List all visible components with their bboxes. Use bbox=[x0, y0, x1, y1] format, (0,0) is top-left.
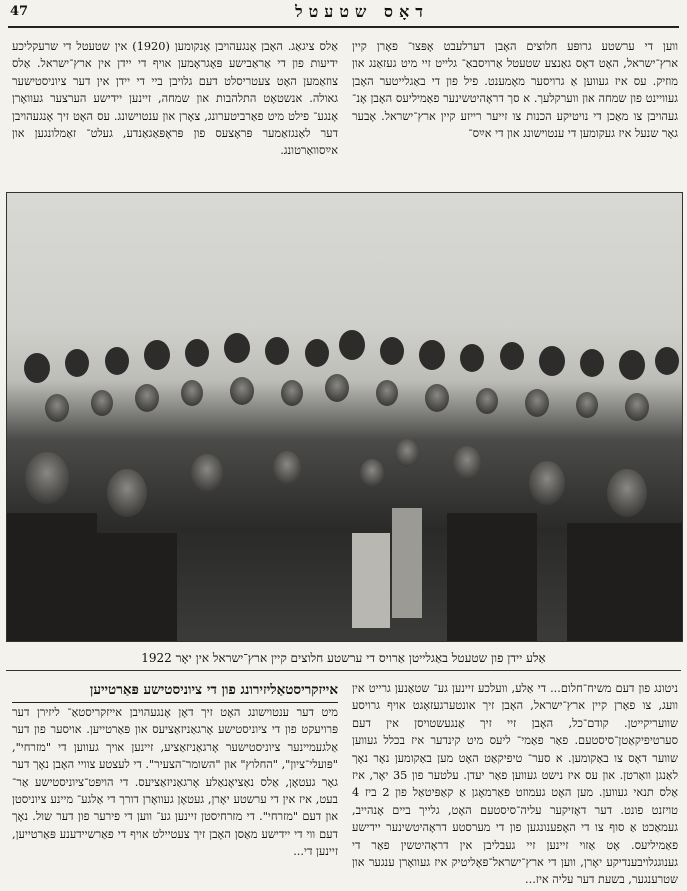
paragraph: אַלס ציגאַג. האָבן אָנגעהויבן אָנקומען (1920) אין שטעטל די שרעקליכע ידיעות פון די אַראַבישע פּאָגראָמען אויף די יידן אין ארץ־ישראל. אַלס צוזאַמען האָט צעטריסלט דעם גלויבן ביי די יידן אין דער ציוניסטישער גאולה. אנשטאָט התלהבות און שמחה, זיינען יידישע הערצער געוואָרן אָנגע־ פילט מיט פאַרביטערונג, צאָרן און ענטוישונג. עס האָט זיך אָנגעהויבן דער לאַנגזאַמער פּראָצעס פון פּראָפּאַגאַנדע, געלט־ זאַמלונגען און אײַסוואַרטונג. bbox=[12, 40, 338, 158]
photo-illustration bbox=[7, 193, 682, 641]
photo-caption: אַלע יידן פון שטעטל באַגלייטן אַרויס די ערשטע חלוצים קיין ארץ־ישראל אין יאָר 1922 bbox=[6, 648, 681, 671]
text-column-top-left bbox=[12, 38, 338, 186]
paragraph: ניטונג פון דעם משיח־חלום... די אַלע, וועלכע זיינען גע־ שטאַנען גרייט אין וועג, צו פאָרן קיין ארץ־ישראל, האָבן זיך אונטערגעזאָגט אויף גרויסע שוועריקייטן. קודם־כל, האָבן זיי זיך אַנגעשטויסן אין דעם סערטיפיקאַטן־סיסטעם. פאַר פאַמי־ ליעס מיט קינדער איז בכלל געווען שווער דאָס צו באַקומען. א סער־ טיפיקאַט האָט מען באַקומען נאָר נאָך לאַנגן וואַרטן. און עס איז נישט געווען פאַר יעדן. עלטער פון 35 יאָר, איז אַלס תנאי געווען. מען האָט געמוזט פאַרמאָגן אַ קאַפּיטאַל פון 2 ביז 4 טויזנט פונט. דער דאָזיקער עליה־סיסטעם האָט, גלייך ביים אָנהייב, געמאַכט אַ סוף צו די האָפענונגען פון די מערסטע דראָהיטשינער יידישע פאַמיליעס. אָט אַזוי זיינען זיי געבליבן אין דראָהיטשין פאַר די גענוגגלויבענדיקע יאָרן, ווען די ארץ־ישראל־פּאָליטיק איז געוואָרן ענגער און שטרענגער, בשעת דער עליה איז... bbox=[352, 682, 678, 887]
page-number: 47 bbox=[10, 4, 29, 19]
group-photograph bbox=[6, 192, 683, 642]
paragraph: ווען די ערשטע גרופּע חלוצים האָבן דערלעבט אָפּצו־ פאָרן קיין ארץ־ישראל, האָט דאָס גאַנצע שטעטל אַרויסבאַ־ גלייט זיי מיט געזאַנג און מוזיק. עס איז געווען אַ גרויסער מאָמענט. פיל פון די באַגלייטער האָבן געוויינט פון שמחה און ווערקלעך. א סך דראָהיטשינער פאַמיליעס האָבן אָנ־ געהויבן צו מאַכן די נויטיקע הכנות צו זייער רייזע קיין ארץ־ישראל. אָבער גאָר שנעל איז געקומען די ענטוישונג און די אײַס־ bbox=[352, 40, 678, 141]
running-header bbox=[8, 0, 679, 28]
text-column-bottom-right bbox=[352, 680, 678, 890]
text-column-top-right bbox=[352, 38, 678, 186]
text-column-bottom-left bbox=[12, 704, 338, 890]
paragraph: מיט דער ענטוישונג האָט זיך דאָן אָנגעהויבן אייזקריסטאַ־ ליזירן דער פּרויעקט פון די ציוניסטישע אָרגאַניזאַציעס און פּאַרטייען. אויסער פון דער אַלגעמיינער ציוניסטישער אָרגאַניזאַציע, זיינען אויך געווען די "מזרחי", "פּועלי־ציון", "החלוץ" און "השומר־הצעיר". די לעצטע צוויי האָבן נאָך דער גאָר געטאָן, אַלס נאַציאָנאַלע אָרגאַניזאַציעס. די הויפּט־ציוניסטישע אַר־ בעט, איז אין די ערשטע יאָרן, געטאָן געוואָרן דורך די אַלגע־ מיינע ציוניסטן און דעם "מזרחי". די מזרחיסטן זיינען גע־ ווען די פירער פון דער שול. נאָך דעם ווי די יידישע מאַסן האָבן זיך צעטיילט אויף די פאַרשיידענע פּאַרטייען, זיינען די... bbox=[12, 706, 338, 859]
section-heading: אייזקריסטאַליזירונג פון די ציוניסטישע פּאַרטייען bbox=[12, 680, 338, 703]
running-title: דאָס שטעטל bbox=[295, 2, 429, 21]
